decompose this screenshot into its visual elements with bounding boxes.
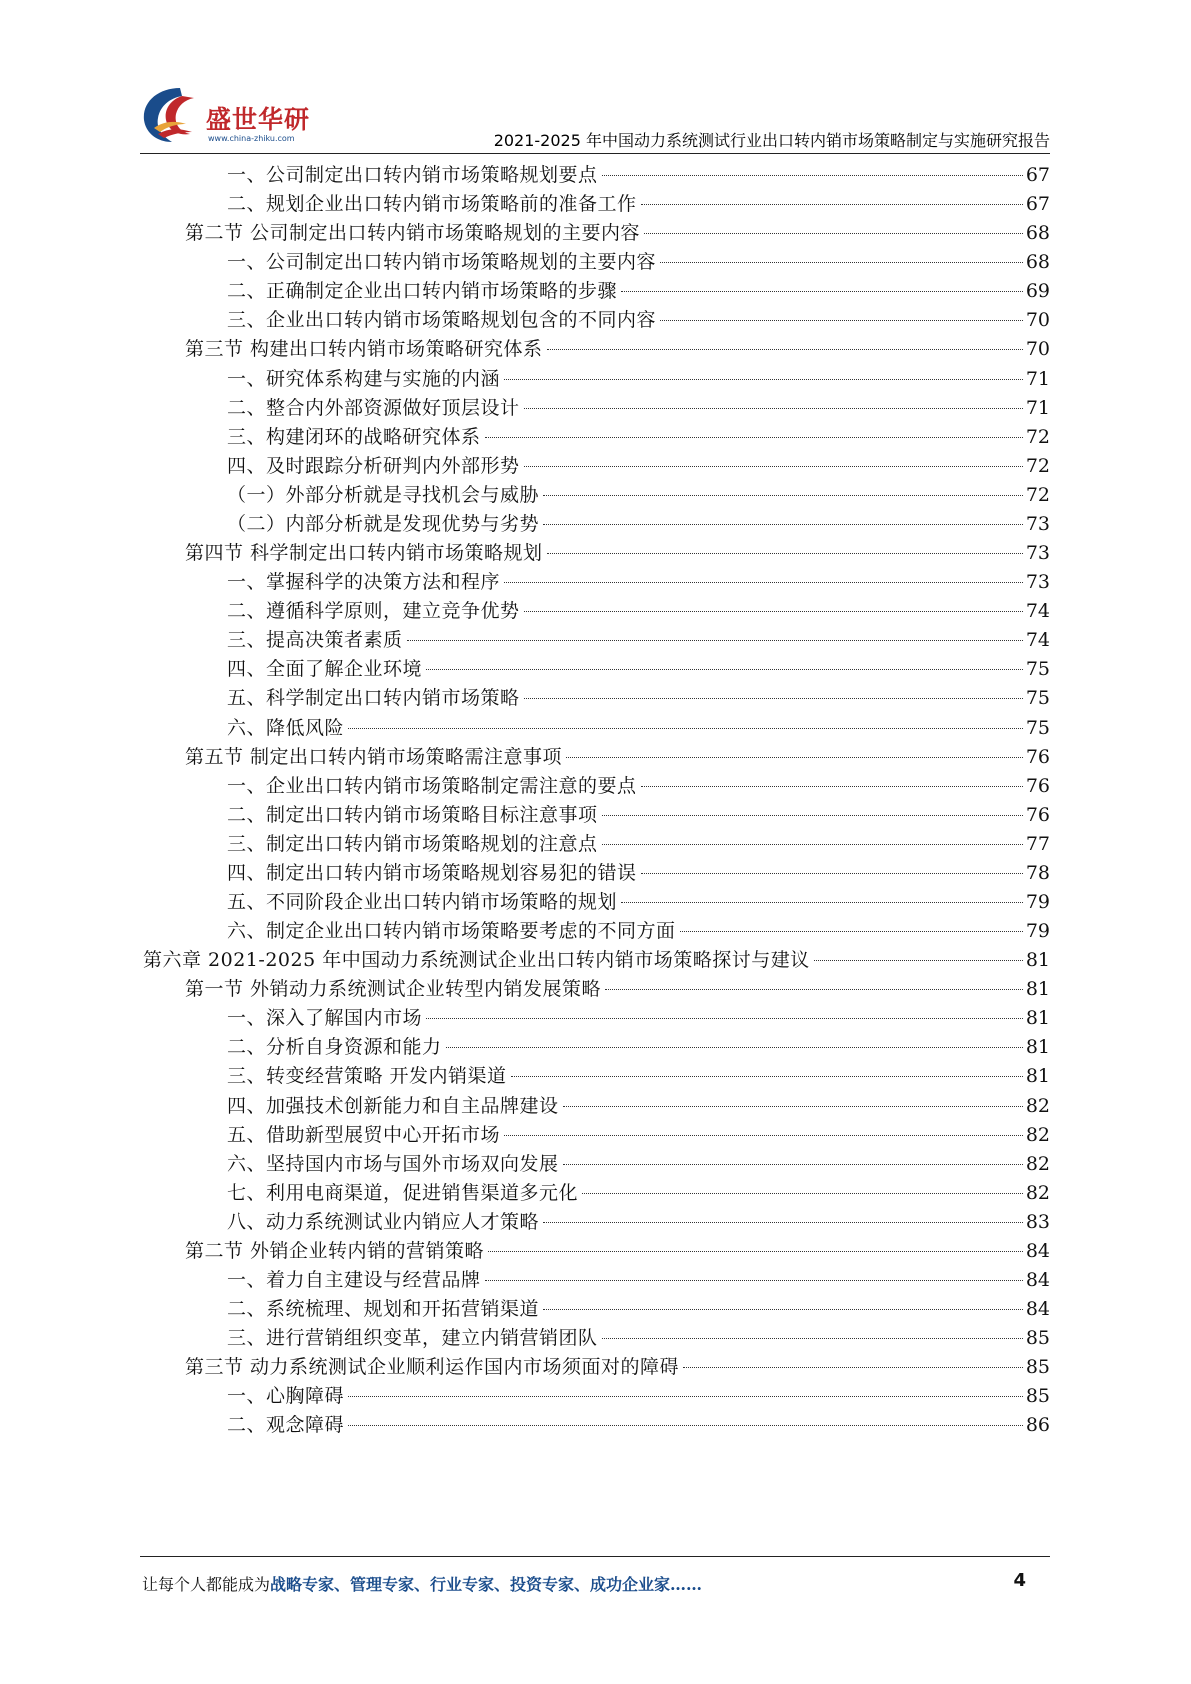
toc-dot-leader bbox=[547, 349, 1023, 350]
toc-entry-title: 二、遵循科学原则，建立竞争优势 bbox=[227, 600, 520, 623]
toc-entry-title: 一、心胸障碍 bbox=[227, 1385, 345, 1408]
header-divider bbox=[140, 153, 1050, 154]
toc-dot-leader bbox=[621, 291, 1023, 292]
toc-dot-leader bbox=[348, 1425, 1023, 1426]
toc-entry-page: 81 bbox=[1025, 949, 1050, 972]
footer-divider bbox=[140, 1556, 1050, 1557]
toc-entry-page: 75 bbox=[1025, 687, 1050, 710]
toc-entry-title: 一、掌握科学的决策方法和程序 bbox=[227, 571, 501, 594]
toc-entry-title: 第二节 外销企业转内销的营销策略 bbox=[185, 1239, 485, 1262]
toc-entry[interactable] bbox=[227, 887, 1050, 917]
toc-dot-leader bbox=[641, 786, 1023, 787]
toc-entry-page: 84 bbox=[1025, 1298, 1050, 1321]
toc-entry[interactable] bbox=[185, 538, 1050, 568]
toc-entry[interactable] bbox=[227, 1061, 1050, 1091]
toc-entry-page: 77 bbox=[1025, 832, 1050, 855]
footer-keywords: 战略专家、管理专家、行业专家、投资专家、成功企业家…… bbox=[270, 1575, 703, 1594]
toc-entry[interactable] bbox=[227, 1410, 1050, 1440]
toc-entry-page: 70 bbox=[1025, 309, 1050, 332]
toc-entry-page: 70 bbox=[1025, 338, 1050, 361]
toc-entry-title: 二、正确制定企业出口转内销市场策略的步骤 bbox=[227, 280, 618, 303]
toc-entry[interactable] bbox=[227, 800, 1050, 830]
toc-dot-leader bbox=[524, 408, 1023, 409]
logo-name: 盛世华研 bbox=[206, 105, 311, 134]
toc-entry-title: 四、加强技术创新能力和自主品牌建设 bbox=[227, 1094, 559, 1117]
toc-entry-page: 68 bbox=[1025, 222, 1050, 245]
page-header bbox=[140, 78, 1050, 153]
toc-entry[interactable] bbox=[227, 1149, 1050, 1179]
toc-entry-page: 82 bbox=[1025, 1152, 1050, 1175]
footer-slogan bbox=[142, 1572, 702, 1595]
logo-swoosh-icon bbox=[140, 84, 208, 146]
toc-entry-title: 一、研究体系构建与实施的内涵 bbox=[227, 367, 501, 390]
toc-entry-title: 六、降低风险 bbox=[227, 716, 345, 739]
toc-entry-title: 二、观念障碍 bbox=[227, 1414, 345, 1437]
toc-dot-leader bbox=[641, 204, 1023, 205]
toc-entry[interactable] bbox=[143, 945, 1050, 975]
toc-entry-page: 72 bbox=[1025, 483, 1050, 506]
toc-entry[interactable] bbox=[185, 1352, 1050, 1382]
toc-entry-page: 67 bbox=[1025, 193, 1050, 216]
toc-entry[interactable] bbox=[185, 218, 1050, 248]
toc-entry[interactable] bbox=[227, 654, 1050, 684]
toc-entry[interactable] bbox=[227, 509, 1050, 539]
toc-dot-leader bbox=[485, 437, 1023, 438]
toc-entry-title: 第六章 2021-2025 年中国动力系统测试企业出口转内销市场策略探讨与建议 bbox=[143, 949, 810, 972]
toc-entry-page: 79 bbox=[1025, 891, 1050, 913]
toc-dot-leader bbox=[683, 1367, 1023, 1368]
toc-dot-leader bbox=[660, 262, 1023, 263]
toc-entry[interactable] bbox=[227, 625, 1050, 655]
toc-entry-title: 第二节 公司制定出口转内销市场策略规划的主要内容 bbox=[185, 222, 641, 245]
toc-entry[interactable] bbox=[227, 1091, 1050, 1121]
toc-entry-page: 76 bbox=[1025, 774, 1050, 797]
toc-entry[interactable] bbox=[227, 1294, 1050, 1324]
toc-entry-page: 79 bbox=[1025, 920, 1050, 943]
toc-entry[interactable] bbox=[227, 567, 1050, 597]
toc-entry-page: 84 bbox=[1025, 1269, 1050, 1292]
toc-entry-title: 七、利用电商渠道，促进销售渠道多元化 bbox=[227, 1181, 579, 1204]
toc-dot-leader bbox=[488, 1251, 1023, 1252]
toc-dot-leader bbox=[621, 902, 1023, 903]
toc-entry-title: 二、整合内外部资源做好顶层设计 bbox=[227, 396, 520, 419]
toc-entry[interactable] bbox=[227, 1003, 1050, 1033]
toc-entry[interactable] bbox=[227, 276, 1050, 306]
toc-entry-page: 85 bbox=[1025, 1385, 1050, 1408]
toc-entry[interactable] bbox=[185, 1236, 1050, 1266]
toc-dot-leader bbox=[524, 466, 1023, 467]
toc-entry-title: 五、不同阶段企业出口转内销市场策略的规划 bbox=[227, 891, 618, 913]
toc-dot-leader bbox=[680, 931, 1023, 932]
toc-dot-leader bbox=[543, 1309, 1023, 1310]
toc-entry-title: 六、坚持国内市场与国外市场双向发展 bbox=[227, 1152, 559, 1175]
toc-entry-title: 第五节 制定出口转内销市场策略需注意事项 bbox=[185, 745, 563, 768]
company-logo bbox=[140, 84, 320, 146]
toc-dot-leader bbox=[348, 728, 1023, 729]
toc-entry-page: 85 bbox=[1025, 1327, 1050, 1350]
toc-entry[interactable] bbox=[227, 393, 1050, 423]
toc-dot-leader bbox=[504, 582, 1023, 583]
toc-entry-title: 一、公司制定出口转内销市场策略规划要点 bbox=[227, 164, 598, 186]
toc-dot-leader bbox=[814, 960, 1023, 961]
toc-entry[interactable] bbox=[227, 916, 1050, 946]
toc-entry-title: 六、制定企业出口转内销市场策略要考虑的不同方面 bbox=[227, 920, 676, 943]
toc-entry-page: 75 bbox=[1025, 716, 1050, 739]
toc-entry-title: 第三节 构建出口转内销市场策略研究体系 bbox=[185, 338, 543, 361]
toc-dot-leader bbox=[348, 1396, 1023, 1397]
toc-entry-page: 78 bbox=[1025, 861, 1050, 884]
toc-entry-page: 74 bbox=[1025, 629, 1050, 652]
footer-lead: 让每个人都能成为 bbox=[142, 1575, 271, 1594]
toc-entry-title: 五、借助新型展贸中心开拓市场 bbox=[227, 1123, 501, 1146]
toc-entry-page: 67 bbox=[1025, 164, 1050, 186]
toc-entry-page: 76 bbox=[1025, 803, 1050, 826]
toc-entry-title: 一、着力自主建设与经营品牌 bbox=[227, 1269, 481, 1292]
toc-dot-leader bbox=[582, 1193, 1023, 1194]
toc-entry[interactable] bbox=[227, 683, 1050, 713]
toc-entry-page: 82 bbox=[1025, 1123, 1050, 1146]
toc-entry-page: 86 bbox=[1025, 1414, 1050, 1437]
toc-entry-page: 81 bbox=[1025, 1007, 1050, 1030]
toc-entry[interactable] bbox=[227, 858, 1050, 888]
toc-dot-leader bbox=[407, 640, 1023, 641]
toc-entry-title: 二、系统梳理、规划和开拓营销渠道 bbox=[227, 1298, 540, 1321]
toc-entry[interactable] bbox=[227, 480, 1050, 510]
toc-dot-leader bbox=[602, 844, 1023, 845]
toc-dot-leader bbox=[543, 524, 1023, 525]
toc-entry-title: 第三节 动力系统测试企业顺利运作国内市场须面对的障碍 bbox=[185, 1356, 680, 1379]
toc-entry[interactable] bbox=[227, 829, 1050, 859]
toc-dot-leader bbox=[660, 320, 1023, 321]
toc-entry-page: 83 bbox=[1025, 1210, 1050, 1233]
toc-entry-page: 75 bbox=[1025, 658, 1050, 681]
toc-entry-title: （一）外部分析就是寻找机会与威胁 bbox=[227, 483, 540, 506]
toc-dot-leader bbox=[563, 1164, 1023, 1165]
toc-entry-page: 81 bbox=[1025, 1065, 1050, 1088]
toc-entry[interactable] bbox=[227, 1381, 1050, 1411]
toc-dot-leader bbox=[504, 1135, 1023, 1136]
toc-dot-leader bbox=[602, 815, 1023, 816]
toc-entry-title: 二、分析自身资源和能力 bbox=[227, 1036, 442, 1059]
toc-entry[interactable] bbox=[227, 189, 1050, 219]
toc-entry-page: 82 bbox=[1025, 1094, 1050, 1117]
toc-entry[interactable] bbox=[227, 1032, 1050, 1062]
toc-dot-leader bbox=[563, 1106, 1023, 1107]
toc-dot-leader bbox=[602, 175, 1023, 176]
toc-dot-leader bbox=[543, 1222, 1023, 1223]
toc-dot-leader bbox=[641, 873, 1023, 874]
toc-dot-leader bbox=[426, 669, 1023, 670]
report-title: 2021-2025 年中国动力系统测试行业出口转内销市场策略制定与实施研究报告 bbox=[493, 131, 1050, 150]
toc-dot-leader bbox=[524, 698, 1023, 699]
toc-entry[interactable] bbox=[227, 1323, 1050, 1353]
toc-entry[interactable] bbox=[185, 334, 1050, 364]
toc-entry[interactable] bbox=[227, 771, 1050, 801]
toc-entry-page: 71 bbox=[1025, 367, 1050, 390]
toc-entry-title: 三、转变经营策略 开发内销渠道 bbox=[227, 1065, 507, 1088]
toc-entry-page: 69 bbox=[1025, 280, 1050, 303]
toc-entry[interactable] bbox=[227, 1120, 1050, 1150]
toc-dot-leader bbox=[644, 233, 1023, 234]
toc-entry-page: 68 bbox=[1025, 251, 1050, 274]
toc-entry-title: 三、制定出口转内销市场策略规划的注意点 bbox=[227, 832, 598, 855]
toc-entry-page: 71 bbox=[1025, 396, 1050, 419]
toc-entry-title: 五、科学制定出口转内销市场策略 bbox=[227, 687, 520, 710]
toc-entry-title: 二、制定出口转内销市场策略目标注意事项 bbox=[227, 803, 598, 826]
toc-entry[interactable] bbox=[227, 422, 1050, 452]
toc-entry-page: 73 bbox=[1025, 542, 1050, 565]
toc-entry[interactable] bbox=[227, 451, 1050, 481]
toc-entry[interactable] bbox=[227, 305, 1050, 335]
toc-entry-title: 三、企业出口转内销市场策略规划包含的不同内容 bbox=[227, 309, 657, 332]
toc-dot-leader bbox=[605, 989, 1023, 990]
logo-url: www.china-zhiku.com bbox=[208, 134, 295, 143]
toc-entry[interactable] bbox=[227, 596, 1050, 626]
toc-entry[interactable] bbox=[185, 974, 1050, 1004]
toc-entry-title: 第一节 外销动力系统测试企业转型内销发展策略 bbox=[185, 978, 602, 1001]
toc-entry-page: 76 bbox=[1025, 745, 1050, 768]
toc-entry-title: 三、进行营销组织变革，建立内销营销团队 bbox=[227, 1327, 598, 1350]
toc-dot-leader bbox=[426, 1018, 1023, 1019]
toc-entry-title: 四、全面了解企业环境 bbox=[227, 658, 423, 681]
toc-dot-leader bbox=[602, 1338, 1023, 1339]
toc-entry-page: 72 bbox=[1025, 454, 1050, 477]
toc-dot-leader bbox=[504, 379, 1023, 380]
toc-entry[interactable] bbox=[227, 364, 1050, 394]
toc-entry-title: 二、规划企业出口转内销市场策略前的准备工作 bbox=[227, 193, 637, 216]
toc-entry[interactable] bbox=[227, 247, 1050, 277]
toc-entry-title: 四、制定出口转内销市场策略规划容易犯的错误 bbox=[227, 861, 637, 884]
toc-entry-title: （二）内部分析就是发现优势与劣势 bbox=[227, 512, 540, 535]
toc-dot-leader bbox=[485, 1280, 1023, 1281]
toc-dot-leader bbox=[543, 495, 1023, 496]
toc-entry[interactable] bbox=[227, 1207, 1050, 1237]
toc-entry-title: 一、公司制定出口转内销市场策略规划的主要内容 bbox=[227, 251, 657, 274]
toc-entry[interactable] bbox=[227, 1265, 1050, 1295]
toc-entry[interactable] bbox=[227, 1178, 1050, 1208]
toc-dot-leader bbox=[524, 611, 1023, 612]
toc-entry-title: 四、及时跟踪分析研判内外部形势 bbox=[227, 454, 520, 477]
toc-entry-title: 一、深入了解国内市场 bbox=[227, 1007, 423, 1030]
toc-entry-title: 三、构建闭环的战略研究体系 bbox=[227, 425, 481, 448]
toc-entry[interactable] bbox=[185, 742, 1050, 772]
toc-entry-page: 82 bbox=[1025, 1181, 1050, 1204]
toc-entry-page: 72 bbox=[1025, 425, 1050, 448]
toc-entry-page: 85 bbox=[1025, 1356, 1050, 1379]
toc-entry-page: 84 bbox=[1025, 1239, 1050, 1262]
toc-dot-leader bbox=[446, 1047, 1023, 1048]
toc-dot-leader bbox=[566, 757, 1023, 758]
toc-entry-page: 81 bbox=[1025, 978, 1050, 1001]
toc-entry[interactable] bbox=[227, 713, 1050, 743]
toc-entry-page: 74 bbox=[1025, 600, 1050, 623]
toc-entry-title: 八、动力系统测试业内销应人才策略 bbox=[227, 1210, 540, 1233]
toc-entry-page: 73 bbox=[1025, 512, 1050, 535]
toc-dot-leader bbox=[547, 553, 1023, 554]
toc-dot-leader bbox=[511, 1076, 1023, 1077]
toc-entry[interactable] bbox=[227, 160, 1050, 190]
toc-entry-page: 81 bbox=[1025, 1036, 1050, 1059]
toc-entry-page: 73 bbox=[1025, 571, 1050, 594]
toc-entry-title: 三、提高决策者素质 bbox=[227, 629, 403, 652]
toc-entry-title: 一、企业出口转内销市场策略制定需注意的要点 bbox=[227, 774, 637, 797]
toc-entry-title: 第四节 科学制定出口转内销市场策略规划 bbox=[185, 542, 543, 565]
page-number: 4 bbox=[1013, 1570, 1026, 1591]
